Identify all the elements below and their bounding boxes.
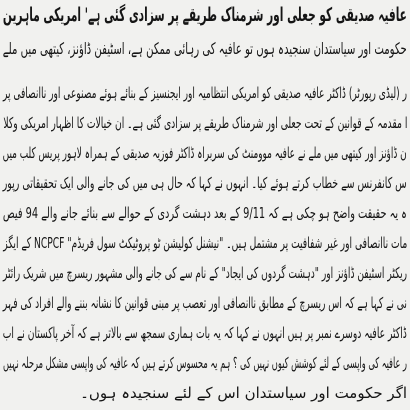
body-line: ر (لیڈی رپورٹر) ڈاکٹر عافیہ صدیقی کو امریکی انتظامیہ اور ایجنسیز کے بنائے ہوئے مصنوعی اور ناانصافی پر — [3, 84, 407, 102]
body-line: ہ یہ حقیقت واضح ہو چکی ہے کہ 9/11 کے بعد دہشت گردی کے حوالے سے بنائے جانے والے 94 فیص — [3, 204, 407, 222]
body-line: ڈاکٹر عافیہ دوسرے نمبر پر ہیں انہوں نے کہا کہ یہ بات ہماری سمجھ سے بالاتر ہے کہ آخر پاکستان نے اب — [2, 324, 407, 342]
body-line: مات ناانصافی اور غیر شفافیت پر مشتمل ہیں۔ "نیشنل کولیشن ٹو پروٹیکٹ سول فریڈم" NCPCF کے ایگز — [2, 234, 407, 252]
body-line: نی نے کہا ہے کہ اس ریسرچ کے مطابق ناانصافی اور تعصب پر مبنی قوانین کا نشانہ بننے والے افراد کی فہر — [3, 294, 407, 312]
article-headline: عافیہ صدیقی کو جعلی اور شرمناک طریقے پر سزادی گئی ہے' امریکی ماہرین — [3, 4, 407, 26]
body-line: اگر حکومت اور سیاستدان اس کے لئے سنجیدہ ہوں۔ — [80, 384, 407, 402]
article-subheadline: حکومت اور سیاستدان سنجیدہ ہوں تو عافیہ کی رہائی ممکن ہے، اسٹیفن ڈاؤنز، کیتھی میں ملے — [2, 39, 407, 58]
body-line: ن ڈاؤنز اور کیتھی میں ملے نے عافیہ موومنٹ کی سربراہ ڈاکٹر فوزیہ صدیقی کے ہمراہ لاہور پریس کلب میں — [2, 144, 407, 162]
body-line: س کانفرنس سے خطاب کرتے ہوئے کیا۔ انہوں نے کہا کہ حال ہی میں کی جانے والی ایک تحقیقاتی رپور — [2, 174, 407, 192]
body-line: ا مقدمہ کے قوانین کے تحت جعلی اور شرمناک طریقے پر سزادی گئی ہے۔ ان خیالات کا اظہار امریکی وکلا — [2, 114, 407, 132]
body-line: ر عافیہ کی واپسی کے لئے کوشش کیوں نہیں کی ؟ ہم یہ محسوس کرتے ہیں کہ عافیہ کی واپسی مشکل مرحلہ نہیں — [2, 354, 407, 372]
body-line: ریکٹر اسٹیفن ڈاؤنز اور "دہشت گردوں کی ایجاد" کے نام سے کی جانے والی مشہور ریسرچ میں شریک رائٹر — [2, 264, 407, 282]
